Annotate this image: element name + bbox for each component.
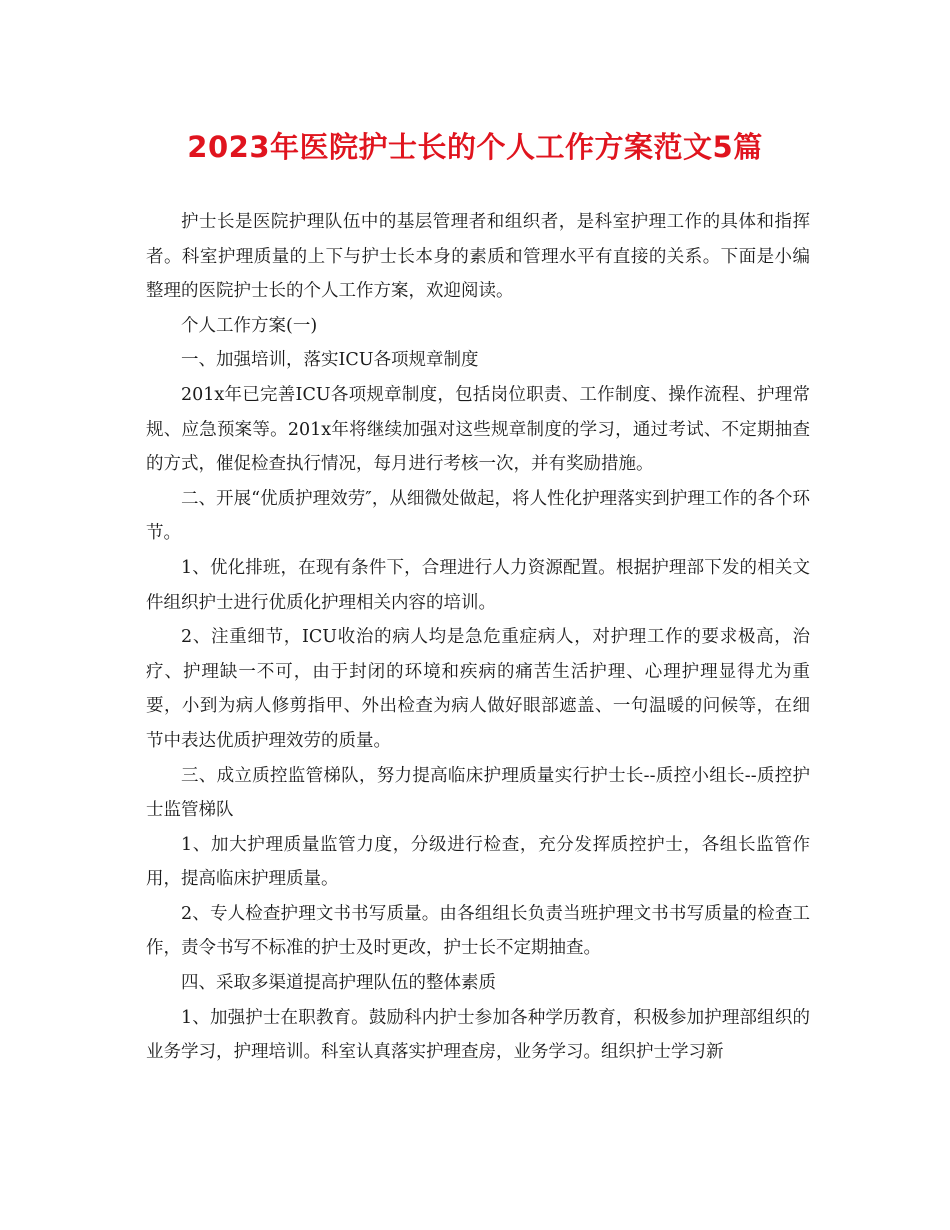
paragraph: 1、优化排班，在现有条件下，合理进行人力资源配置。根据护理部下发的相关文件组织护士进行优质化护理相关内容的培训。 bbox=[146, 557, 810, 613]
document-body bbox=[146, 205, 810, 1070]
paragraph: 201x年已完善ICU各项规章制度，包括岗位职责、工作制度、操作流程、护理常规、应急预案等。201x年将继续加强对这些规章制度的学习，通过考试、不定期抽查的方式，催促检查执行情况，每月进行考核一次，并有奖励措施。 bbox=[146, 384, 810, 475]
paragraph: 2、注重细节，ICU收治的病人均是急危重症病人，对护理工作的要求极高，治疗、护理缺一不可，由于封闭的环境和疾病的痛苦生活护理、心理护理显得尤为重要，小到为病人修剪指甲、外出检查为病人做好眼部遮盖、一句温暖的问候等，在细节中表达优质护理效劳的质量。 bbox=[146, 627, 810, 751]
paragraph-section-1-heading: 一、加强培训，落实ICU各项规章制度 bbox=[181, 350, 479, 371]
paragraph-plan-heading: 个人工作方案(一) bbox=[181, 315, 318, 336]
paragraph-section-2-heading: 二、开展“优质护理效劳″，从细微处做起，将人性化护理落实到护理工作的各个环节。 bbox=[146, 488, 810, 544]
paragraph-intro: 护士长是医院护理队伍中的基层管理者和组织者，是科室护理工作的具体和指挥者。科室护理质量的上下与护士长本身的素质和管理水平有直接的关系。下面是小编整理的医院护士长的个人工作方案，欢迎阅读。 bbox=[146, 212, 810, 302]
paragraph-section-3-heading: 三、成立质控监管梯队，努力提高临床护理质量实行护士长--质控小组长--质控护士监管梯队 bbox=[146, 765, 810, 821]
document-title: 2023年医院护士长的个人工作方案范文5篇 bbox=[187, 130, 763, 164]
paragraph: 1、加大护理质量监管力度，分级进行检查，充分发挥质控护士，各组长监管作用，提高临床护理质量。 bbox=[146, 834, 810, 890]
paragraph-section-4-heading: 四、采取多渠道提高护理队伍的整体素质 bbox=[181, 973, 496, 994]
paragraph: 1、加强护士在职教育。鼓励科内护士参加各种学历教育，积极参加护理部组织的业务学习，护理培训。科室认真落实护理查房，业务学习。组织护士学习新 bbox=[146, 1007, 810, 1063]
paragraph: 2、专人检查护理文书书写质量。由各组组长负责当班护理文书书写质量的检查工作，责令书写不标准的护士及时更改，护士长不定期抽查。 bbox=[146, 903, 810, 959]
